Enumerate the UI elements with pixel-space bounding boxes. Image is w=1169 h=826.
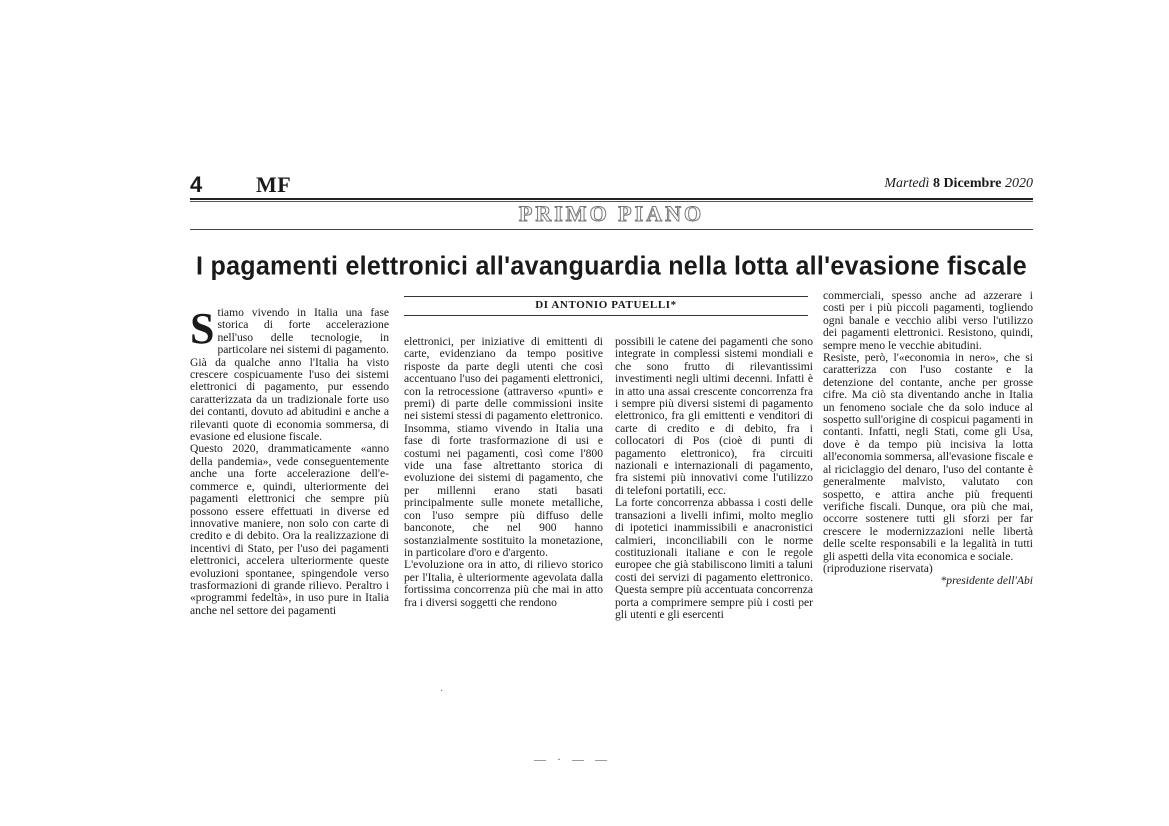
paragraph: possibili le catene dei pagamenti che sono integrate in complessi sistemi mondiali e che sono frutto di rilevantissimi investimenti negli ultimi decenni. Infatti è in atto una assai crescente concorrenza fra i sempre più diversi sistemi di pagamento elettronico, fra gli emittenti e venditori di carte di credito e di debito, fra i collocatori di Pos (cioè di punti di pagamento elettronico), fra circuiti nazionali e internazionali di pagamento, fra sistemi più innovativi come l'utilizzo di telefoni portatili, ecc. [615, 335, 813, 497]
paragraph: L'evoluzione ora in atto, di rilievo storico per l'Italia, è ulteriormente agevolata dalla fortissima concorrenza più che mai in atto fra i diversi soggetti che rendono [404, 558, 603, 609]
author-signature: *presidente dell'Abi [940, 574, 1033, 588]
byline: DI ANTONIO PATUELLI* [535, 299, 677, 311]
copyright-note: (riproduzione riservata) [823, 561, 933, 575]
paragraph-text: tiamo vivendo in Italia una fase storica di forte accelerazione nell'uso delle tecnologie, in particolare nei sistemi di pagamento. Già da qualche anno l'Italia ha visto crescere cospicuamente l'uso dei sistemi elettronici di pagamento, pur essendo caratterizzata da un tradizionale forte uso dei contanti, dovuto ad abitudini e anche a rilevanti quote di economia sommersa, di evasione ed elusione fiscale. [190, 306, 389, 444]
date-day-month: 8 Dicembre [932, 176, 1002, 191]
paragraph: Resiste, però, l'«economia in nero», che si caratterizza con l'uso costante e la detenzione del contante, anche per grosse cifre. Ma ciò sta diventando anche in Italia un fenomeno sociale che da solo induce al sospetto sull'origine di cospicui pagamenti in contanti. Infatti, negli Stati, come gli Usa, dove è da tempo più incisiva la lotta all'economia sommersa, all'evasione fiscale e al riciclaggio del denaro, l'uso del contante è generalmente malvisto, valutato con sospetto, e attira anche più frequenti verifiche fiscali. Dunque, ora più che mai, occorre sostenere tutti gli sforzi per far crescere le modernizzazioni nelle libertà delle scelte responsabili e la legalità in tutti gli aspetti della vita economica e sociale. [823, 351, 1033, 563]
scan-speck: · [440, 686, 444, 697]
section-rule [190, 229, 1033, 230]
article-column-2 [404, 336, 603, 609]
newspaper-logo: MF [256, 172, 292, 197]
masthead [190, 172, 1033, 198]
paragraph: La forte concorrenza abbassa i costi delle transazioni a livelli infimi, molto meglio di ipotetici inammissibili e anacronistici calmieri, inconciliabili con le norme costituzionali italiane e con le regole europee che già stabiliscono limiti a taluni costi dei servizi di pagamento elettronico. Questa sempre più accentuata concorrenza porta a comprimere sempre più i costi per gli utenti e gli esercenti [615, 496, 813, 621]
page-number: 4 [190, 172, 203, 197]
paragraph [190, 304, 389, 444]
paragraph: elettronici, per iniziative di emittenti di carte, evidenziano da tempo positive risposte da parte degli utenti che così accentuano l'uso dei pagamenti elettronici, con la retrocessione (attraverso «punti» e premi) di parte delle commissioni insite nei sistemi stessi di pagamento elettronico. Insomma, stiamo vivendo in Italia una fase di forte trasformazione di usi e costumi nei pagamenti, così come l'800 vide una fase altrettanto storica di evoluzione dei sistemi di pagamento, che per millenni erano stati basati principalmente sulle monete metalliche, con l'uso sempre più diffuso delle banconote, che nel 900 hanno sostanzialmente sostituito la monetazione, in particolare d'oro e d'argento. [404, 335, 603, 559]
section-label: PRIMO PIANO [518, 201, 705, 226]
article-column-3 [615, 336, 813, 621]
dateline [884, 176, 1033, 192]
paragraph: commerciali, spesso anche ad azzerare i costi per i più piccoli pagamenti, togliendo ogni banale e vecchio alibi verso l'utilizzo dei pagamenti elettronici. Resistono, quindi, sempre meno le vecchie abitudini. [823, 289, 1033, 352]
drop-cap: S [190, 304, 215, 353]
scan-specks: — · — — [534, 752, 611, 766]
article-column-4 [823, 290, 1033, 588]
paragraph: Questo 2020, drammaticamente «anno della pandemia», vede conseguentemente anche una forte accelerazione dell'e-commerce e, quindi, ulteriormente dei pagamenti elettronici che sempre più possono essere effettuati in diverse ed innovative maniere, non solo con carte di credito e di debito. Ora la realizzazione di incentivi di Stato, per l'uso dei pagamenti elettronici, accelera ulteriormente queste evoluzioni spontanee, spingendole verso trasformazioni di grande rilievo. Peraltro i «programmi fedeltà», in uso pure in Italia anche nel settore dei pagamenti [190, 442, 389, 617]
byline-rule-top [404, 296, 808, 297]
date-year: 2020 [1005, 176, 1033, 191]
byline-box [404, 296, 808, 318]
headline: I pagamenti elettronici all'avanguardia nella lotta all'evasione fiscale [196, 251, 1027, 281]
date-weekday: Martedì [884, 176, 930, 191]
article-column-1 [190, 304, 389, 617]
byline-rule-bottom [404, 315, 808, 316]
section-header [190, 200, 1033, 230]
